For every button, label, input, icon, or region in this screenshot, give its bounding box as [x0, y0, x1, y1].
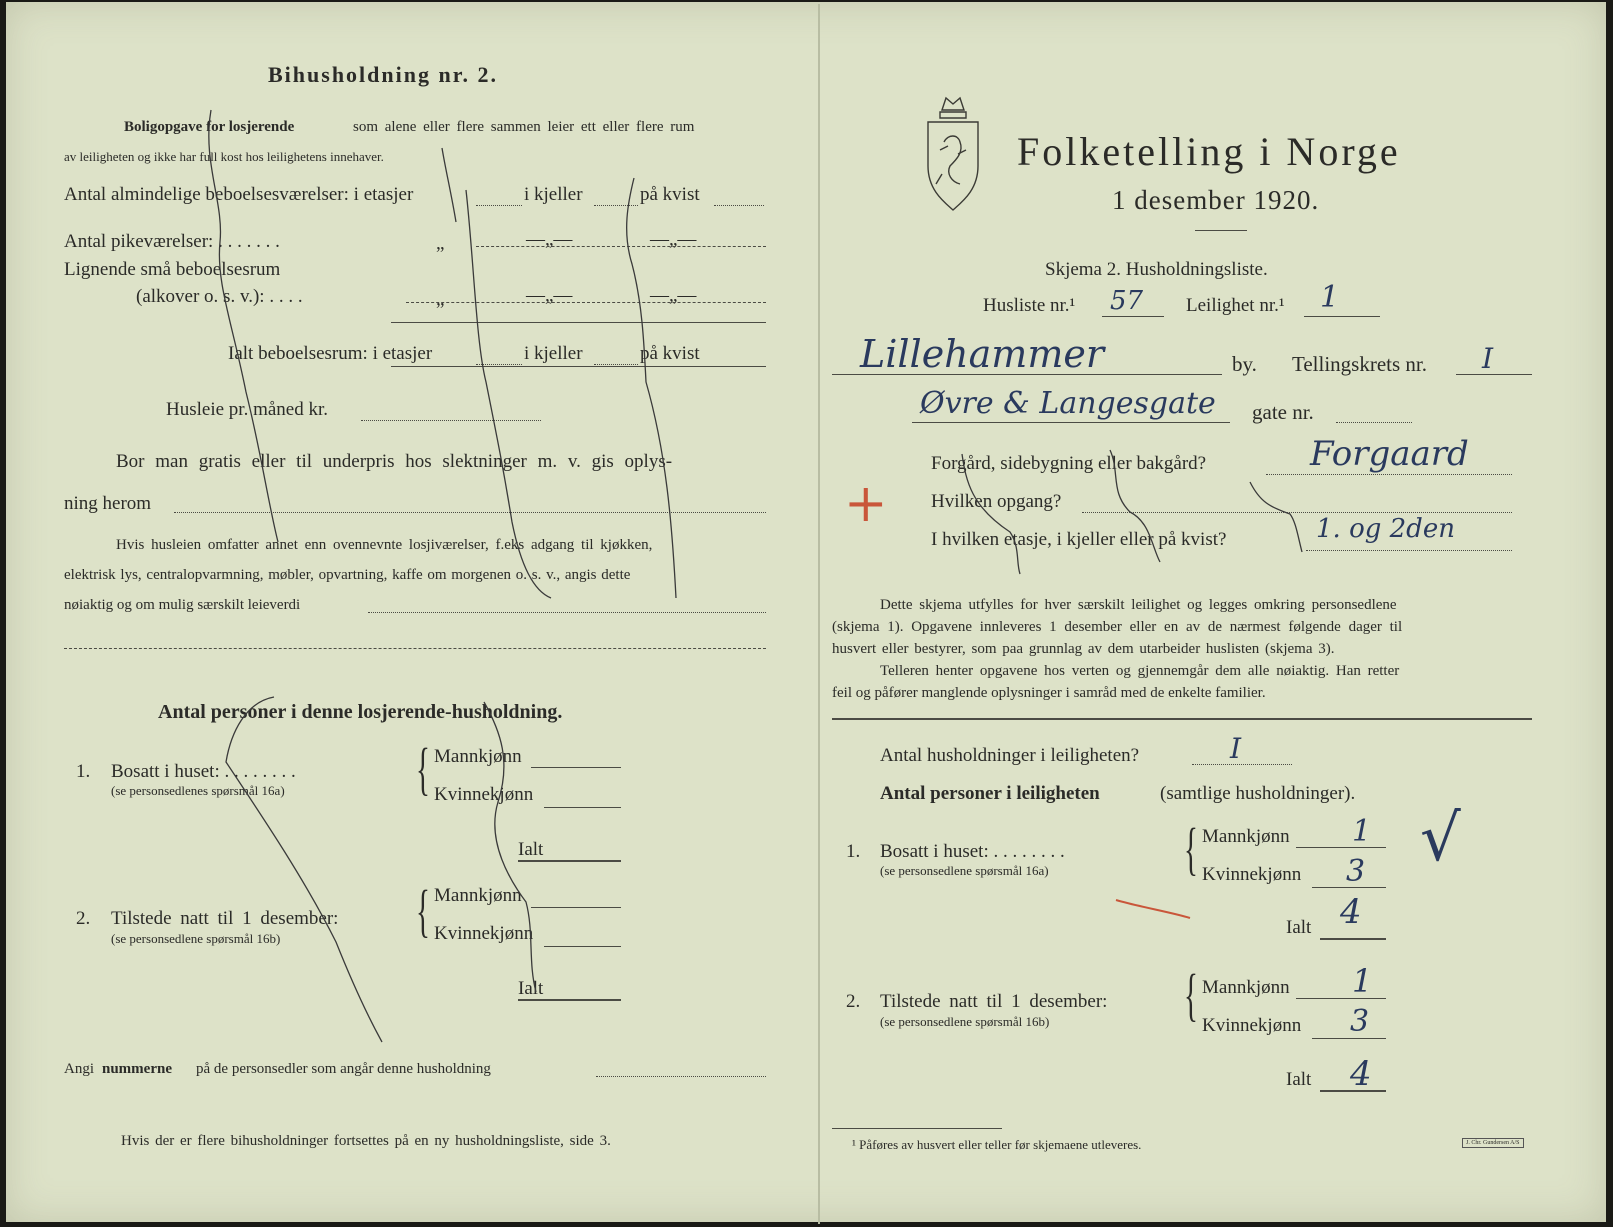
- right-q2-num: 2.: [846, 991, 861, 1012]
- right-page: [820, 2, 1612, 1222]
- antal-hush-label: Antal husholdninger i leiligheten?: [880, 745, 1140, 766]
- gratis-line1: Bor man gratis eller til underpris hos slektninger m. v. gis oplys-: [116, 451, 673, 472]
- footnote: ¹ Påføres av husvert eller teller før skjemaene utleveres.: [852, 1137, 1142, 1152]
- leilighet-value: 1: [1320, 280, 1340, 315]
- right-q1-brace: {: [1184, 816, 1198, 881]
- leilighet-label: Leilighet nr.¹: [1186, 295, 1285, 316]
- city-value: Lillehammer: [860, 332, 1105, 376]
- instr-line1: Dette skjema utfylles for hver særskilt leilighet og legges omkring personsedlene: [880, 597, 1397, 613]
- left-antal-heading: Antal personer i denne losjerende-husholdning.: [158, 701, 563, 723]
- pike-ditto-3: —„—: [650, 229, 697, 250]
- left-q2-ialt-label: Ialt: [518, 978, 544, 999]
- forgard-label: Forgård, sidebygning eller bakgård?: [931, 453, 1207, 474]
- angi-bold: nummerne: [102, 1061, 172, 1077]
- instr-line5: feil og påfører manglende oplysninger i samråd med de enkelte familier.: [832, 685, 1266, 701]
- census-form-sheet: [6, 2, 1606, 1222]
- left-footer: Hvis der er flere bihusholdninger fortsettes på en ny husholdningsliste, side 3.: [121, 1133, 611, 1149]
- intro-line2: av leiligheten og ikke har full kost hos leilighetens innehaver.: [64, 149, 384, 164]
- instr-line4: Telleren henter opgavene hos verten og gjennemgår dem alle nøiaktig. Han retter: [880, 663, 1400, 679]
- left-q1-mann-label: Mannkjønn: [434, 746, 522, 767]
- husliste-label: Husliste nr.¹: [983, 295, 1076, 316]
- left-title: Bihusholdning nr. 2.: [268, 62, 498, 87]
- right-q2-label: Tilstede natt til 1 desember:: [880, 991, 1108, 1012]
- forgard-value: Forgaard: [1310, 434, 1469, 474]
- printer-stamp: J. Chr. Gundersen A/S: [1462, 1138, 1524, 1148]
- left-q1-kvinne-label: Kvinnekjønn: [434, 784, 534, 805]
- left-q1-brace: {: [416, 736, 430, 801]
- right-q2-brace: {: [1184, 962, 1198, 1027]
- right-q1-label: Bosatt i huset: . . . . . . . .: [880, 841, 1065, 862]
- right-q2-sub: (se personsedlene spørsmål 16b): [880, 1014, 1050, 1029]
- right-q1-mann-value: 1: [1352, 814, 1372, 849]
- pike-label: Antal pikeværelser: . . . . . . .: [64, 231, 280, 252]
- husliste-value: 57: [1110, 286, 1144, 316]
- lignende-label: Lignende små beboelsesrum: [64, 259, 281, 280]
- angi-rest: på de personsedler som angår denne husholdning: [196, 1061, 491, 1077]
- husleie-label: Husleie pr. måned kr.: [166, 399, 328, 420]
- pen-strokes-left: [6, 2, 818, 1222]
- angi-prefix: Angi: [64, 1061, 94, 1077]
- right-q1-mann-label: Mannkjønn: [1202, 826, 1290, 847]
- census-title: Folketelling i Norge: [1017, 129, 1401, 174]
- intro-rest: som alene eller flere sammen leier ett eller flere rum: [353, 119, 695, 135]
- instr-line2: (skjema 1). Opgavene innleveres 1 desember eller en av de nærmest følgende dager til: [832, 619, 1403, 635]
- left-q2-label: Tilstede natt til 1 desember:: [111, 908, 339, 929]
- check-mark: √: [1420, 802, 1461, 876]
- right-q1-kvinne-value: 3: [1346, 854, 1366, 889]
- instr-line3: husvert eller bestyrer, som paa grunnlag av dem utarbeider huslisten (skjema 3).: [832, 641, 1335, 657]
- right-q1-ialt-label: Ialt: [1286, 917, 1312, 938]
- left-q2-brace: {: [416, 878, 430, 943]
- rooms-kvist-label: på kvist: [640, 184, 700, 205]
- by-label: by.: [1232, 352, 1257, 376]
- ialt-rooms-label: Ialt beboelsesrum: i etasjer: [228, 343, 433, 364]
- page-fold: [818, 4, 820, 1224]
- ialt-kvist-label: på kvist: [640, 343, 700, 364]
- left-q2-kvinne-label: Kvinnekjønn: [434, 923, 534, 944]
- etasje-label: I hvilken etasje, i kjeller eller på kvist?: [931, 529, 1227, 550]
- etasje-value: 1. og 2den: [1316, 514, 1455, 544]
- alkover-ditto-2: —„—: [526, 285, 573, 306]
- gate-label: gate nr.: [1252, 400, 1314, 424]
- opgang-label: Hvilken opgang?: [931, 491, 1062, 512]
- krets-label: Tellingskrets nr.: [1292, 352, 1428, 376]
- left-q2-sub: (se personsedlene spørsmål 16b): [111, 931, 281, 946]
- antal-hush-value: I: [1230, 732, 1242, 765]
- pike-ditto-1: „: [436, 233, 445, 254]
- census-date: 1 desember 1920.: [1112, 185, 1320, 215]
- right-q2-ialt-label: Ialt: [1286, 1069, 1312, 1090]
- hvis-line2: elektrisk lys, centralopvarmning, møbler, opvartning, kaffe om morgenen o. s. v., angis dette: [64, 567, 631, 583]
- left-q2-num: 2.: [76, 908, 91, 929]
- left-q1-ialt-label: Ialt: [518, 839, 544, 860]
- pen-strokes-right: [820, 2, 1612, 1222]
- right-q1-sub: (se personsedlene spørsmål 16a): [880, 863, 1049, 878]
- right-q1-num: 1.: [846, 841, 861, 862]
- pike-ditto-2: —„—: [526, 229, 573, 250]
- hvis-line3: nøiaktig og om mulig særskilt leieverdi: [64, 597, 301, 613]
- antal-pers-bold: Antal personer i leiligheten: [880, 783, 1100, 804]
- rooms-kjeller-label: i kjeller: [524, 184, 583, 205]
- antal-pers-rest: (samtlige husholdninger).: [1160, 783, 1356, 804]
- skjema-label: Skjema 2. Husholdningsliste.: [1045, 259, 1268, 280]
- left-page: [6, 2, 818, 1222]
- right-q1-ialt-value: 4: [1340, 892, 1362, 932]
- alkover-ditto-1: „: [436, 289, 445, 310]
- right-q1-kvinne-label: Kvinnekjønn: [1202, 864, 1302, 885]
- left-q2-mann-label: Mannkjønn: [434, 885, 522, 906]
- left-q1-sub: (se personsedlenes spørsmål 16a): [111, 783, 285, 798]
- hvis-line1: Hvis husleien omfatter annet enn ovennevnte losjiværelser, f.eks adgang til kjøkken,: [116, 537, 653, 553]
- alkover-label: (alkover o. s. v.): . . . .: [136, 286, 303, 307]
- street-value: Øvre & Langesgate: [920, 386, 1216, 421]
- right-q2-kvinne-label: Kvinnekjønn: [1202, 1015, 1302, 1036]
- intro-bold: Boligopgave for losjerende: [124, 119, 295, 135]
- right-q2-mann-label: Mannkjønn: [1202, 977, 1290, 998]
- red-plus-mark: +: [844, 474, 888, 534]
- right-q2-ialt-value: 4: [1350, 1054, 1372, 1094]
- gratis-line2: ning herom: [64, 493, 152, 514]
- ialt-kjeller-label: i kjeller: [524, 343, 583, 364]
- left-q1-num: 1.: [76, 761, 91, 782]
- right-q2-kvinne-value: 3: [1350, 1004, 1370, 1039]
- right-q2-mann-value: 1: [1352, 962, 1373, 1000]
- alkover-ditto-3: —„—: [650, 285, 697, 306]
- left-q1-label: Bosatt i huset: . . . . . . . .: [111, 761, 296, 782]
- krets-value: I: [1482, 342, 1494, 375]
- rooms-label: Antal almindelige beboelsesværelser: i etasjer: [64, 184, 414, 205]
